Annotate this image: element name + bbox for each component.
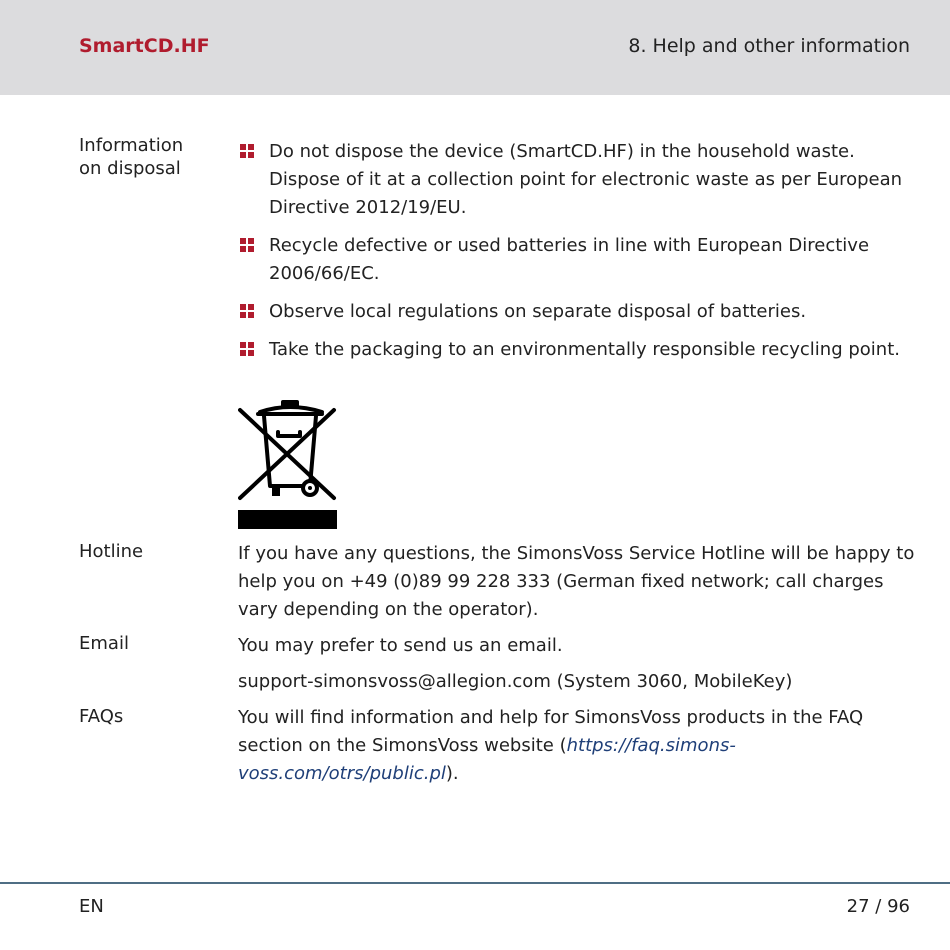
list-item-text: Take the packaging to an environmentally responsible recycling point. [269, 339, 900, 360]
hotline-label: Hotline [79, 541, 144, 562]
crossed-out-wheelie-bin-icon [238, 400, 338, 530]
list-item [240, 138, 920, 222]
disposal-label [79, 134, 183, 180]
email-label: Email [79, 633, 129, 654]
faqs-label: FAQs [79, 706, 124, 727]
disposal-label-line1: Information [79, 135, 184, 156]
footer-divider [0, 882, 950, 884]
faqs-text-after: ). [445, 763, 459, 784]
page-number: 27 / 96 [846, 896, 910, 917]
faqs-text-before: You will find information and help for SimonsVoss products in the FAQ section on the SimonsVoss website ( [238, 707, 864, 756]
email-address[interactable]: support-simonsvoss@allegion.com (System 3060, MobileKey) [238, 671, 793, 692]
faq-link[interactable]: https://faq.simons-voss.com/otrs/public.pl [238, 735, 736, 784]
disposal-list [240, 138, 920, 374]
email-text: You may prefer to send us an email. [238, 635, 563, 656]
bullet-icon [240, 342, 254, 356]
list-item [240, 232, 920, 288]
brand-name: SmartCD.HF [79, 35, 210, 57]
page-header [0, 0, 950, 95]
faqs-text [238, 704, 928, 788]
disposal-label-line2: on disposal [79, 158, 181, 179]
footer-language: EN [79, 896, 104, 917]
section-title: 8. Help and other information [628, 35, 910, 57]
list-item-text: Recycle defective or used batteries in line with European Directive 2006/66/EC. [269, 235, 870, 284]
bullet-icon [240, 144, 254, 158]
list-item [240, 298, 920, 326]
bullet-icon [240, 304, 254, 318]
list-item-text: Do not dispose the device (SmartCD.HF) in the household waste. Dispose of it at a collection point for electronic waste as per European Directive 2012/19/EU. [269, 141, 903, 218]
list-item [240, 336, 920, 364]
bullet-icon [240, 238, 254, 252]
hotline-text: If you have any questions, the SimonsVoss Service Hotline will be happy to help you on +49 (0)89 99 228 333 (German fixed network; call charges vary depending on the operator). [238, 543, 915, 620]
list-item-text: Observe local regulations on separate disposal of batteries. [269, 301, 807, 322]
